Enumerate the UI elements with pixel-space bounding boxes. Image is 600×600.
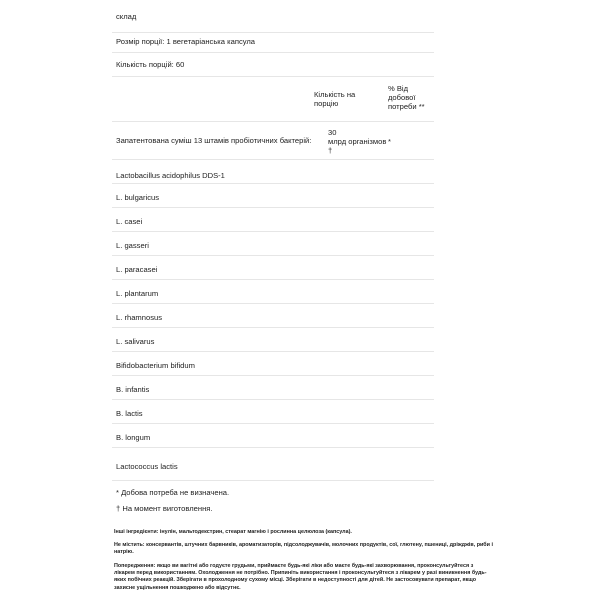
blend-amount-unit: млрд організмов [328,137,387,146]
strain-name: L. bulgaricus [116,193,160,202]
strain-name: L. paracasei [116,265,158,274]
strain-row [112,231,434,256]
servings-count-row [112,52,434,77]
strain-name: B. longum [116,433,151,442]
blend-name: Запатентована суміш 13 штамів пробіотичних бактерій: [116,136,312,145]
strain-row [112,447,434,481]
strain-name: L. plantarum [116,289,159,298]
table-header: склад [116,12,137,21]
strain-name: L. gasseri [116,241,149,250]
strain-name: B. lactis [116,409,143,418]
blend-dv: * [388,137,391,146]
strain-name: Bifidobacterium bifidum [116,361,195,370]
blend-row [112,121,434,160]
free-from: Не містить: консервантів, штучних барвників, ароматизаторів, підсолоджувачів, молочних продуктів, сої, глютену, пшениці, дріжджів, риби і натрію. [114,542,493,556]
strain-name: B. infantis [116,385,150,394]
footnote-manufacture: † На момент виготовлення. [116,504,213,513]
dv-column-header: % Від добової потреби ** [388,84,425,111]
amount-column-header: Кількість на порцію [314,90,356,108]
serving-size-row [112,32,434,53]
table-header-row [112,0,434,33]
blend-amount-value: 30 [328,128,337,137]
strain-name: Lactococcus lactis [116,462,178,471]
servings-count: Кількість порцій: 60 [116,60,185,69]
strain-name: L. casei [116,217,143,226]
strain-row [112,159,434,184]
column-headers-row [112,76,434,122]
other-ingredients: Інші інгредієнти: інулін, мальтодекстрин, стеарат магнію і рослинна целюлоза (капсула). [114,529,352,535]
warning: Попередження: якщо ви вагітні або годуєте грудьми, приймаєте будь-які ліки або маєте будь-які захворювання, проконсультуйтеся з лікарем перед використанням. Охолодження не потрібно. Припиніть використання і проконсультуйтеся з лікарем у разі виникнення будь-яких побічних реакцій. Зберігати в прохолодному сухому місці. Зберігати в недоступності для дітей. Не застосовувати препарат, якщо захисне ущільнення пошкоджено або відсутнє. [114,563,487,591]
strain-row [112,423,434,448]
strain-row [112,375,434,400]
strain-row [112,207,434,232]
strain-row [112,303,434,328]
strain-row [112,327,434,352]
strain-name: Lactobacillus acidophilus DDS-1 [116,171,225,180]
strain-row [112,255,434,280]
footnote-daily-value: * Добова потреба не визначена. [116,488,230,497]
strain-row [112,183,434,208]
serving-size: Розмір порції: 1 вегетаріанська капсула [116,37,256,46]
strain-row [112,351,434,376]
strain-name: L. salivarus [116,337,155,346]
strain-name: L. rhamnosus [116,313,163,322]
blend-amount-dagger: † [328,146,333,155]
strain-row [112,279,434,304]
strain-row [112,399,434,424]
